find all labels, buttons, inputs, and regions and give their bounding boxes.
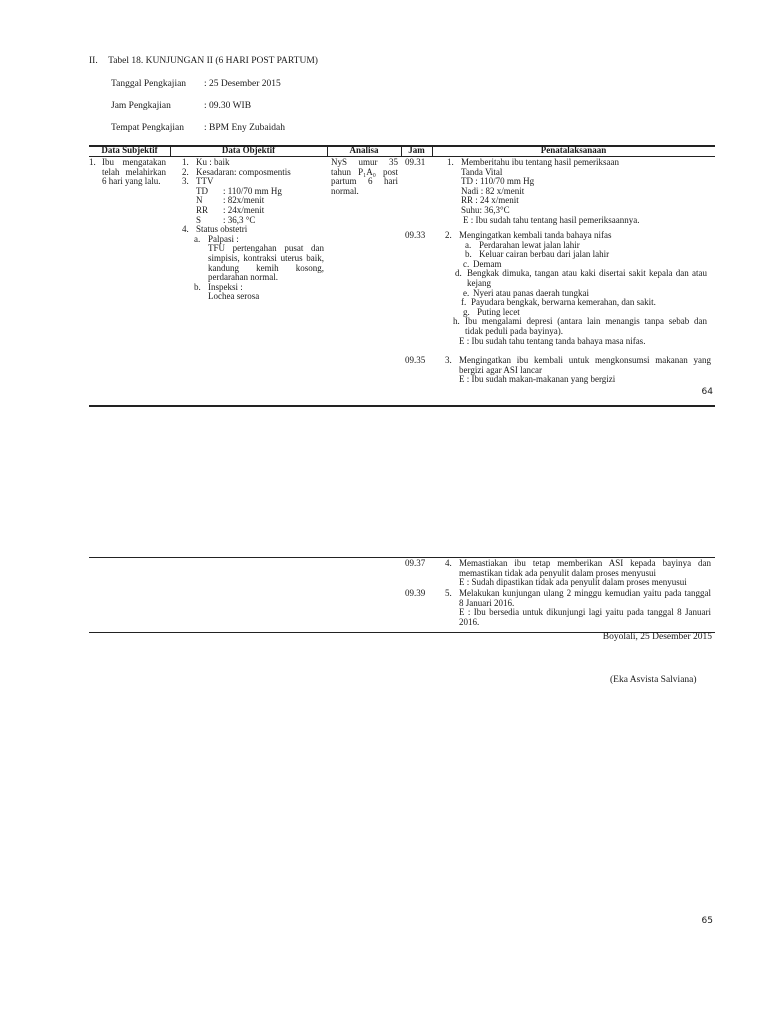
plan-4: 4. Memastiakan ibu tetap memberikan ASI kepada bayinya dan memastikan tidak ada penyulit dalam proses menyusui E : Sudah dipastikan tidak ada penyulit dalam proses menyusui [445,558,711,588]
list-number: 4. [445,558,452,568]
time-0933: 09.33 [405,230,426,240]
meta-value: : 09.30 WIB [204,101,252,111]
palpasi-text: TFU pertengahan pusat dan simpisis, kontraksi uterus baik, kandung kemih kosong, perdarahan normal. [208,243,324,283]
col-header-analisa: Analisa [349,145,379,155]
meta-label: Tempat Pengkajian [111,123,184,133]
objektif-cell [182,158,324,302]
table-title: Tabel 18. KUNJUNGAN II (6 HARI POST PARTUM) [108,56,318,66]
list-item: d. Bengkak dimuka, tangan atau kaki disertai sakit kepala dan atau kejang [455,268,707,288]
list-number: 1. [89,157,96,167]
time-0935: 09.35 [405,355,426,365]
evaluation-text: E : Ibu sudah makan-makanan yang bergizi [459,374,616,385]
plan-2: 2. Mengingatkan kembali tanda bahaya nifas a. Perdarahan lewat jalan lahir b. Keluar cairan berbau dari jalan lahir c. Demam d. Bengkak dimuka, tangan atau kaki disertai sakit kepala dan atau kejang e. Nyeri atau panas daerah tungkai f. Payudara bengkak, berwarna kemerahan, dan sakit. g. Puting lecet h. Ibu mengalami depresi (antara lain menangis tanpa sebab dan tidak peduli pada bayinya). E : Ibu sudah tahu tentang tanda bahaya masa nifas. [445,231,711,346]
signature-name: (Eka Asvista Salviana) [610,675,697,685]
meta-value: : 25 Desember 2015 [204,79,281,89]
col-header-objektif: Data Objektif [221,145,276,155]
meta-tempat [111,124,285,134]
subjektif-text: Ibu mengatakan telah melahirkan 6 hari yang lalu. [102,157,166,187]
table-bottom-rule [89,405,715,407]
col-header-subjektif: Data Subjektif [101,145,158,155]
list-item: b. Keluar cairan berbau dari jalan lahir [465,249,610,260]
list-item: f. Payudara bengkak, berwarna kemerahan, dan sakit. [461,297,656,308]
list-item: c. Demam [463,258,502,269]
meta-label: Tanggal Pengkajian [111,79,187,89]
evaluation-text: E : Sudah dipastikan tidak ada penyulit dalam proses menyusui [459,577,687,588]
evaluation-text: E : Ibu bersedia untuk dikunjungi lagi yaitu pada tanggal 8 Januari 2016. [459,607,711,627]
analisa-cell: NyS umur 35 tahun P₁A₀ post partum 6 hari normal. [331,157,398,196]
meta-label: Jam Pengkajian [111,101,171,111]
list-item: 1. Ku : baik [182,157,230,167]
vital-row: N : 82x/menit [196,195,265,206]
list-item: g. Puting lecet [463,306,520,317]
inspeksi-text: Lochea serosa [208,291,260,302]
list-item: 4. Status obstetri [182,224,248,235]
col-header-penatalaksanaan: Penatalaksanaan [540,145,607,155]
sub-item: a. Palpasi : [194,233,239,244]
list-number: 3. [445,355,452,365]
meta-value: : BPM Eny Zubaidah [204,123,286,133]
evaluation-text: E : Ibu sudah tahu tentang hasil pemeriksaannya. [463,214,640,225]
section-heading [89,57,318,67]
time-0939: 09.39 [405,588,426,598]
list-item: 3. TTV [182,176,214,187]
meta-tanggal [111,80,281,90]
page-number: 65 [701,916,713,926]
plan-1: 1. Memberitahu ibu tentang hasil pemeriksaan Tanda Vital TD : 110/70 mm Hg Nadi : 82 x/menit RR : 24 x/menit Suhu: 36,3°C E : Ibu sudah tahu tentang hasil pemeriksaannya. [447,158,711,225]
plan-3: 3. Mengingatkan ibu kembali untuk mengkonsumsi makanan yang bergizi agar ASI lancar E : Ibu sudah makan-makanan yang bergizi [445,355,711,385]
section-roman: II. [89,56,98,66]
sub-item: b. Inspeksi : [194,281,243,292]
list-item: e. Nyeri atau panas daerah tungkai [463,287,589,298]
list-item: a. Perdarahan lewat jalan lahir [465,239,580,250]
list-item: 2. Kesadaran: composmentis [182,166,291,177]
list-number: 2. [445,230,452,240]
list-number: 1. [447,157,454,167]
vital-row: TD : 110/70 mm Hg [196,185,282,196]
list-item: h. Ibu mengalami depresi (antara lain menangis tanpa sebab dan tidak peduli pada bayinya). [453,316,707,336]
col-header-jam: Jam [408,145,425,155]
vital-row: S : 36,3 °C [196,214,256,225]
meta-jam [111,102,251,112]
evaluation-text: E : Ibu sudah tahu tentang tanda bahaya masa nifas. [459,335,646,346]
time-0931: 09.31 [405,157,426,167]
place-date: Boyolali, 25 Desember 2015 [602,632,712,642]
time-0937: 09.37 [405,558,426,568]
page-number: 64 [701,387,713,397]
subjektif-cell [89,158,167,187]
plan-5: 5. Melakukan kunjungan ulang 2 minggu kemudian yaitu pada tanggal 8 Januari 2016. E : Ibu bersedia untuk dikunjungi lagi yaitu pada tanggal 8 Januari 2016. [445,588,711,627]
list-number: 5. [445,588,452,598]
vital-row: RR : 24x/menit [196,204,265,215]
